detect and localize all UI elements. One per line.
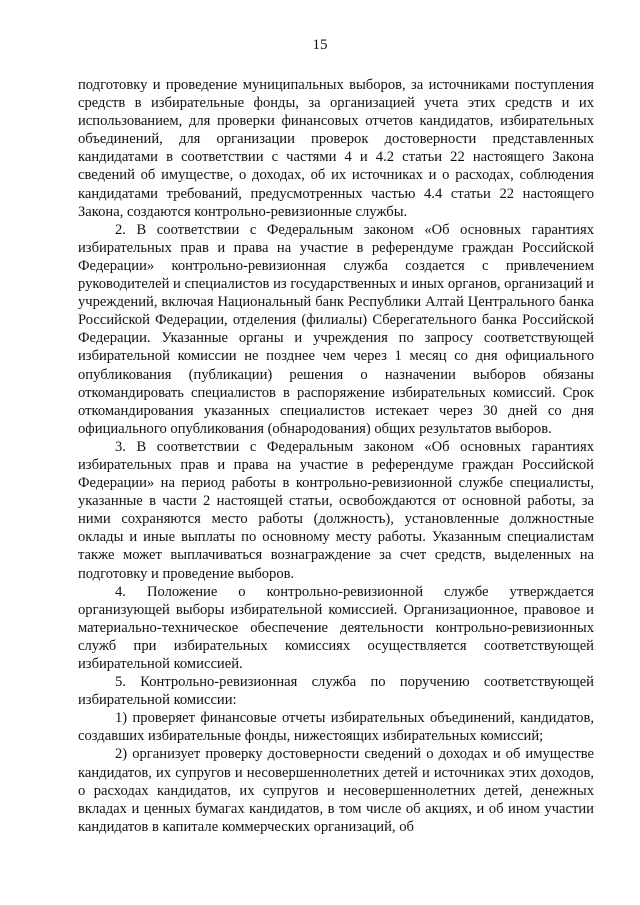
page-number: 15	[312, 37, 328, 53]
paragraph-5: 5. Контрольно-ревизионная служба по поручению соответствующей избирательной комиссии:	[78, 674, 594, 709]
document-body	[78, 76, 594, 836]
paragraph-5-item-1: 1) проверяет финансовые отчеты избирательных объединений, кандидатов, создавших избирательные фонды, нижестоящих избирательных комиссий;	[78, 710, 594, 745]
paragraph-4: 4. Положение о контрольно-ревизионной службе утверждается организующей выборы избирательной комиссией. Организационное, правовое и материально-техническое обеспечение деятельности контрольно-ревизионных служб при избирательных комиссиях осуществляется соответствующей избирательной комиссией.	[78, 583, 594, 672]
paragraph-5-item-2: 2) организует проверку достоверности сведений о доходах и об имуществе кандидатов, их супругов и несовершеннолетних детей и источниках этих доходов, о расходах кандидатов, их супругов и несовершеннолетних детей, денежных вкладах и ценных бумагах кандидатов, в том числе об акциях, и об ином участии кандидатов в капитале коммерческих организаций, об	[78, 746, 594, 835]
paragraph-1-continuation: подготовку и проведение муниципальных выборов, за источниками поступления средств в избирательные фонды, за организацией учета этих средств и их использованием, для проверки финансовых отчетов кандидатов, избирательных объединений, для организации проверок достоверности представленных кандидатами в соответствии с частями 4 и 4.2 статьи 22 настоящего Закона сведений об имуществе, о доходах, об их источниках и о расходах, соблюдения кандидатами требований, предусмотренных частью 4.4 статьи 22 настоящего Закона, создаются контрольно-ревизионные службы.	[78, 77, 594, 220]
paragraph-3: 3. В соответствии с Федеральным законом «Об основных гарантиях избирательных прав и права на участие в референдуме граждан Российской Федерации» на период работы в контрольно-ревизионной службе специалисты, указанные в части 2 настоящей статьи, освобождаются от основной работы, за ними сохраняются место работы (должность), установленные должностные оклады и иные выплаты по основному месту работы. Указанным специалистам также может выплачиваться вознаграждение за счет средств, выделенных на подготовку и проведение выборов.	[78, 438, 594, 582]
paragraph-2: 2. В соответствии с Федеральным законом «Об основных гарантиях избирательных прав и права на участие в референдуме граждан Российской Федерации» контрольно-ревизионная служба создается с привлечением руководителей и специалистов из государственных и иных органов, организаций и учреждений, включая Национальный банк Республики Алтай Центрального банка Российской Федерации, отделения (филиалы) Сберегательного банка Российской Федерации. Указанные органы и учреждения по запросу соответствующей избирательной комиссии не позднее чем через 1 месяц со дня официального опубликования (публикации) решения о назначении выборов обязаны откомандировать специалистов в распоряжение избирательных комиссий. Срок откомандирования указанных специалистов истекает через 30 дней со дня официального опубликования (обнародования) общих результатов выборов.	[78, 221, 594, 437]
